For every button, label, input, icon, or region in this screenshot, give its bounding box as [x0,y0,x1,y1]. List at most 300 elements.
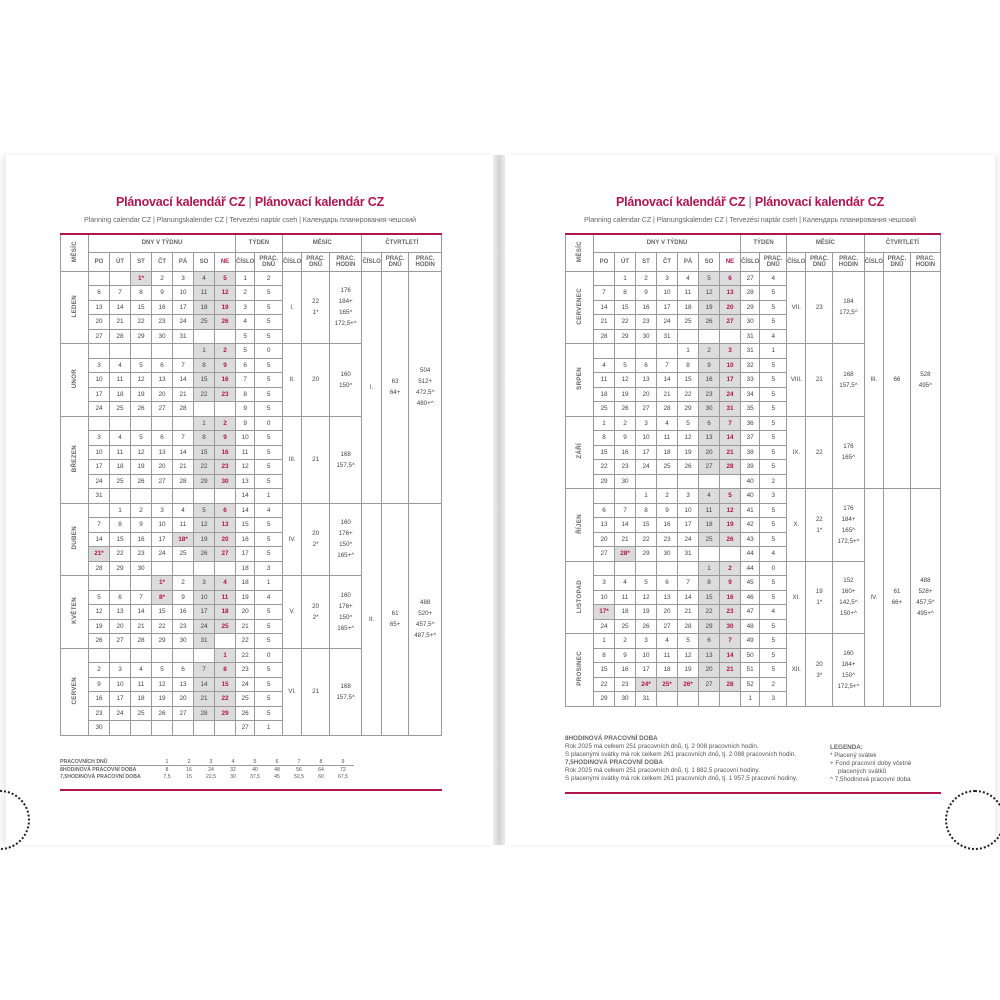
day-cell: 25 [657,460,678,475]
day-cell: 21 [720,445,741,460]
weekday-3: ČT [152,252,173,271]
day-cell: 14 [194,677,215,692]
week-workdays-cell: 1 [255,721,283,736]
day-cell: 24* [636,677,657,692]
table-row [566,271,941,286]
weekday-1: ÚT [110,252,131,271]
month-workdays-cell: 21 [302,416,330,503]
month-hours-cell: 176 184+ 165^ 172,5+^ [329,271,362,344]
week-workdays-cell: 5 [760,358,787,373]
day-cell: 23 [131,547,152,562]
day-cell [699,474,720,489]
day-cell: 21 [194,692,215,707]
day-cell: 18 [699,518,720,533]
day-cell: 13 [720,286,741,301]
month-workdays-cell: 22 [806,416,833,489]
week-workdays-cell: 0 [255,648,283,663]
quarter-workdays-cell: 66 [884,271,911,489]
month-workdays-cell: 19 1* [806,561,833,634]
weekday-2: ST [131,252,152,271]
quarter-number-cell: III. [864,271,883,489]
day-cell: 11 [194,286,215,301]
day-cell: 29 [194,474,215,489]
week-number-cell: 33 [741,373,760,388]
day-cell: 17 [678,518,699,533]
header-row [566,252,941,271]
title-part1: Plánovací kalendář CZ [116,195,246,209]
week-workdays-cell: 5 [760,315,787,330]
day-cell: 7 [194,663,215,678]
day-cell: 29 [110,561,131,576]
week-number-cell: 25 [236,692,255,707]
day-cell: 30 [615,692,636,707]
day-cell: 9 [615,648,636,663]
day-cell: 7 [110,286,131,301]
day-cell: 15 [194,373,215,388]
month-name-cell [566,416,594,489]
day-cell: 27 [636,402,657,417]
day-cell [657,692,678,707]
day-cell: 28 [678,619,699,634]
day-cell: 4 [657,634,678,649]
day-cell [615,561,636,576]
day-cell: 17 [720,373,741,388]
month-name: LISTOPAD [576,579,583,613]
day-cell: 28 [720,460,741,475]
day-cell: 22 [636,532,657,547]
summary-cell: 24 [208,766,214,773]
summary-table [60,758,354,781]
day-cell: 6 [720,271,741,286]
day-cell: 9 [699,358,720,373]
week-number-cell: 1 [741,692,760,707]
day-cell: 30 [615,474,636,489]
week-workdays-cell: 1 [255,489,283,504]
day-cell: 28 [720,677,741,692]
day-cell: 6 [657,576,678,591]
week-workdays-cell: 5 [760,460,787,475]
week-workdays-cell: 4 [760,605,787,620]
month-summary-header: MĚSÍC [282,234,362,252]
day-cell [594,271,615,286]
day-cell: 20 [215,532,236,547]
summary-label: 8HODINOVÁ PRACOVNÍ DOBA [60,766,137,773]
day-cell: 30 [152,329,173,344]
week-number-cell: 27 [741,271,760,286]
day-cell: 26 [215,315,236,330]
day-cell [152,721,173,736]
day-cell: 7 [657,358,678,373]
day-cell: 11 [110,373,131,388]
day-cell: 25 [699,532,720,547]
day-cell: 5 [678,634,699,649]
table-row [566,489,941,504]
page-subtitle: Planning calendar CZ | Planungskalender CZ | Tervezési naptár cseh | Календарь планирования чешский [584,215,916,224]
weekday-0: PO [594,252,615,271]
legend [830,744,911,784]
summary-cell: 64 [318,766,324,773]
day-cell: 16 [636,300,657,315]
day-cell: 4 [173,503,194,518]
day-cell: 13 [594,518,615,533]
day-cell [215,489,236,504]
day-cell: 11 [615,590,636,605]
day-cell: 28 [194,706,215,721]
month-hours-cell: 160 150^ [329,344,362,417]
day-cell: 20 [699,663,720,678]
day-cell: 25 [110,474,131,489]
day-cell: 7 [720,416,741,431]
weekdays-header: DNY V TÝDNU [594,234,741,252]
day-cell [215,329,236,344]
page-title [505,195,995,209]
day-cell: 4 [657,416,678,431]
week-number-cell: 41 [741,503,760,518]
quarter-number-cell: I. [362,271,381,503]
day-cell: 28 [110,329,131,344]
week-workdays-cell: 5 [255,431,283,446]
day-cell: 16 [173,605,194,620]
day-cell: 18 [657,445,678,460]
week-number-cell: 3 [236,300,255,315]
day-cell: 10 [636,648,657,663]
day-cell: 28 [173,402,194,417]
day-cell: 3 [194,576,215,591]
month-number-cell: I. [282,271,301,344]
day-cell: 16 [215,373,236,388]
day-cell [594,489,615,504]
day-cell: 12 [636,590,657,605]
week-number-cell: 31 [741,329,760,344]
summary-cell: 8 [310,758,332,766]
day-cell: 31 [720,402,741,417]
week-number-cell: 46 [741,590,760,605]
day-cell: 27 [89,329,110,344]
day-cell: 26 [152,706,173,721]
day-cell: 10 [594,590,615,605]
day-cell [594,561,615,576]
day-cell [89,271,110,286]
subheader-3: PRAC. DNŮ [806,252,833,271]
day-cell [131,576,152,591]
week-workdays-cell: 5 [255,387,283,402]
day-cell [173,344,194,359]
day-cell: 23 [89,706,110,721]
week-number-cell: 6 [236,358,255,373]
week-workdays-cell: 5 [255,315,283,330]
day-cell [131,721,152,736]
day-cell [152,561,173,576]
day-cell: 2 [152,271,173,286]
day-cell: 6 [636,358,657,373]
day-cell: 28* [615,547,636,562]
week-workdays-cell: 4 [760,271,787,286]
month-workdays-cell: 20 2* [302,576,330,649]
month-name: SRPEN [576,367,583,391]
day-cell: 30 [131,561,152,576]
day-cell [657,474,678,489]
month-hours-cell: 160 184+ 150^ 172,5+^ [833,634,865,707]
day-cell: 31 [678,547,699,562]
day-cell: 8 [110,518,131,533]
day-cell: 18 [678,300,699,315]
week-workdays-cell: 4 [760,329,787,344]
day-cell: 21 [720,663,741,678]
left-page [5,155,495,845]
month-number-cell: XI. [787,561,806,634]
month-name-cell [61,344,89,417]
day-cell: 18 [194,300,215,315]
summary-cell: 5 [244,758,266,766]
week-number-cell: 35 [741,402,760,417]
day-cell: 16 [615,663,636,678]
day-cell: 19 [678,663,699,678]
day-cell: 19 [131,387,152,402]
day-cell: 24 [678,532,699,547]
day-cell: 8 [615,286,636,301]
month-name: ÚNOR [71,369,78,389]
day-cell: 24 [657,315,678,330]
day-cell: 9 [173,590,194,605]
day-cell: 14 [110,300,131,315]
month-hours-cell: 168 157,5^ [329,416,362,503]
week-workdays-cell: 5 [255,518,283,533]
week-workdays-cell: 1 [255,576,283,591]
day-cell: 8 [699,576,720,591]
day-cell: 15 [152,605,173,620]
day-cell: 25 [194,315,215,330]
day-cell: 11 [173,518,194,533]
day-cell: 20 [152,460,173,475]
week-number-cell: 28 [741,286,760,301]
week-number-cell: 23 [236,663,255,678]
day-cell: 18 [215,605,236,620]
weekday-1: ÚT [615,252,636,271]
month-workdays-cell: 22 1* [806,489,833,562]
day-cell: 26 [89,634,110,649]
binding-holes-right [945,790,1000,850]
week-number-cell: 30 [741,315,760,330]
day-cell: 21 [173,387,194,402]
subheader-6: PRAC. DNŮ [884,252,911,271]
week-workdays-cell: 5 [760,576,787,591]
day-cell: 3 [636,634,657,649]
day-cell: 13 [215,518,236,533]
day-cell: 22 [194,387,215,402]
week-workdays-cell: 0 [255,416,283,431]
week-number-cell: 2 [236,286,255,301]
notes [565,735,797,783]
month-number-cell: IV. [282,503,301,576]
subheader-0: ČÍSLO [741,252,760,271]
day-cell: 3 [594,576,615,591]
day-cell: 20 [173,692,194,707]
day-cell [173,489,194,504]
day-cell: 5 [699,271,720,286]
week-workdays-cell: 5 [255,706,283,721]
week-number-cell: 14 [236,489,255,504]
day-cell: 15 [699,590,720,605]
day-cell: 4 [594,358,615,373]
day-cell: 21* [89,547,110,562]
day-cell: 3 [678,489,699,504]
day-cell: 4 [194,271,215,286]
summary-row-7-5h [60,773,354,781]
month-name-cell [61,416,89,503]
summary-cell: 3 [200,758,222,766]
day-cell: 23 [657,532,678,547]
day-cell: 17 [89,387,110,402]
day-cell: 12 [215,286,236,301]
subheader-4: PRAC. HODIN [833,252,865,271]
week-number-cell: 17 [236,547,255,562]
summary-cell: 56 [296,766,302,773]
summary-cell: 30 [230,773,236,780]
quarter-number-cell: IV. [864,489,883,707]
month-number-cell: XII. [787,634,806,707]
day-cell: 18 [657,663,678,678]
week-number-cell: 14 [236,503,255,518]
week-number-cell: 9 [236,416,255,431]
day-cell: 15 [110,532,131,547]
day-cell: 27 [720,315,741,330]
day-cell: 2 [615,634,636,649]
legend-item: * Placený svátek [830,752,877,759]
month-hours-cell: 176 184+ 165^ 172,5+^ [833,489,865,562]
summary-cell: 48 [274,766,280,773]
day-cell: 29 [636,547,657,562]
day-cell: 6 [699,634,720,649]
week-number-cell: 32 [741,358,760,373]
month-hours-cell: 160 176+ 150^ 165+^ [329,576,362,649]
day-cell: 3 [173,271,194,286]
month-name: ŘÍJEN [576,513,583,534]
week-workdays-cell: 5 [760,648,787,663]
month-workdays-cell: 21 [302,648,330,735]
day-cell: 8 [215,663,236,678]
day-cell: 26* [678,677,699,692]
title-separator: | [248,195,252,209]
week-number-cell: 8 [236,387,255,402]
day-cell: 11 [699,503,720,518]
week-number-cell: 5 [236,344,255,359]
day-cell: 17 [636,663,657,678]
table-header [566,234,941,271]
weekday-4: PÁ [678,252,699,271]
quarter-header: ČTVRTLETÍ [362,234,442,252]
week-workdays-cell: 5 [255,329,283,344]
month-summary-header: MĚSÍC [787,234,865,252]
week-number-cell: 4 [236,315,255,330]
week-number-cell: 20 [236,605,255,620]
month-workdays-cell: 22 1* [302,271,330,344]
week-number-cell: 50 [741,648,760,663]
day-cell: 19 [636,605,657,620]
week-number-cell: 52 [741,677,760,692]
week-workdays-cell: 5 [760,402,787,417]
summary-cell: 22,5 [205,773,217,780]
day-cell [173,561,194,576]
day-cell: 9 [152,286,173,301]
day-cell: 9 [215,431,236,446]
day-cell: 29 [594,474,615,489]
day-cell [215,634,236,649]
day-cell: 12 [131,373,152,388]
month-hours-cell: 184 172,5^ [833,271,865,344]
week-number-cell: 18 [236,576,255,591]
day-cell: 27 [215,547,236,562]
day-cell: 25 [678,315,699,330]
day-cell: 12 [89,605,110,620]
weekday-3: ČT [657,252,678,271]
quarter-hours-cell: 488 520+ 457,5^ 487,5+^ [409,503,442,735]
day-cell: 5 [89,590,110,605]
subheader-2: ČÍSLO [787,252,806,271]
day-cell: 5 [720,489,741,504]
summary-cell: 67,5 [337,773,349,780]
summary-label: 7,5HODINOVÁ PRACOVNÍ DOBA [60,773,141,780]
day-cell: 25 [131,706,152,721]
week-workdays-cell: 5 [760,619,787,634]
week-number-cell: 40 [741,474,760,489]
day-cell [152,489,173,504]
month-number-cell: III. [282,416,301,503]
week-workdays-cell: 5 [760,532,787,547]
day-cell [131,344,152,359]
subheader-2: ČÍSLO [282,252,301,271]
day-cell: 7 [131,590,152,605]
day-cell: 15 [194,445,215,460]
day-cell: 10 [152,518,173,533]
day-cell: 17* [594,605,615,620]
day-cell: 28 [89,561,110,576]
day-cell [194,561,215,576]
subheader-1: PRAC. DNŮ [255,252,283,271]
day-cell: 21 [110,315,131,330]
day-cell: 14 [89,532,110,547]
day-cell: 6 [594,503,615,518]
week-number-cell: 29 [741,300,760,315]
day-cell: 27 [594,547,615,562]
week-workdays-cell: 5 [760,416,787,431]
weekday-2: ST [636,252,657,271]
day-cell: 16 [152,300,173,315]
month-name: KVĚTEN [71,597,78,625]
day-cell: 9 [636,286,657,301]
day-cell: 19 [89,619,110,634]
day-cell: 19 [152,692,173,707]
table-row [61,271,442,286]
notes-heading: 8HODINOVÁ PRACOVNÍ DOBA [565,735,658,742]
month-workdays-cell: 20 3* [806,634,833,707]
weekdays-header: DNY V TÝDNU [89,234,236,252]
day-cell: 23 [699,387,720,402]
day-cell: 8 [194,431,215,446]
summary-cell: 6 [266,758,288,766]
day-cell [615,489,636,504]
day-cell: 23 [215,460,236,475]
day-cell: 22 [110,547,131,562]
day-cell [131,416,152,431]
day-cell: 18* [173,532,194,547]
day-cell: 16 [131,532,152,547]
day-cell: 12 [699,286,720,301]
week-number-cell: 1 [236,271,255,286]
week-workdays-cell: 0 [760,561,787,576]
title-separator: | [748,195,752,209]
day-cell: 13 [152,445,173,460]
week-workdays-cell: 5 [760,445,787,460]
